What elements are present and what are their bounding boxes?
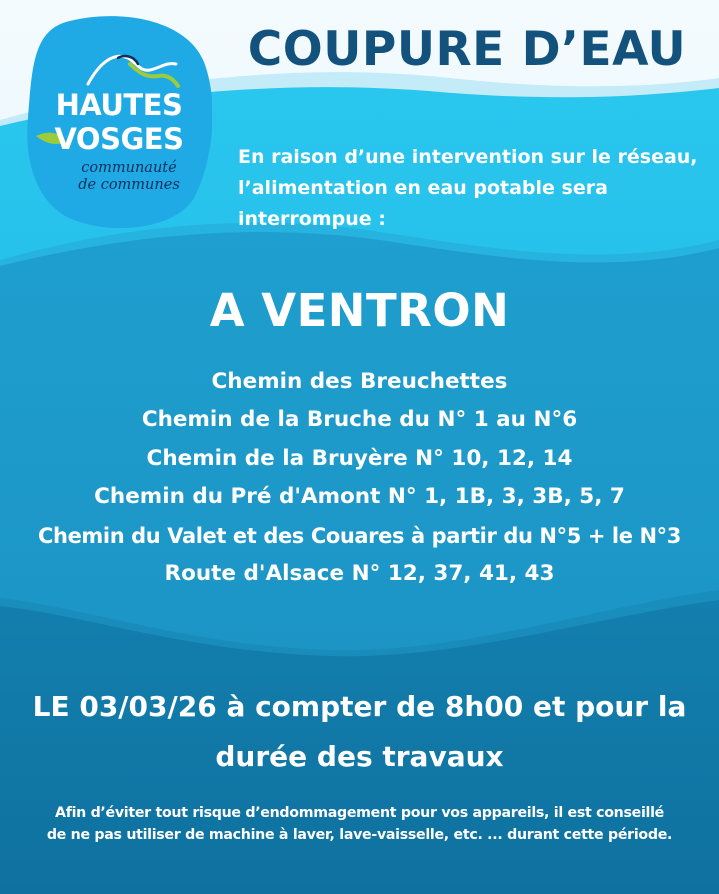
notice-line: Afin d’éviter tout risque d’endommagement pour vos appareils, il est conseillé [55,805,664,821]
street-item: Chemin du Valet et des Couares à partir du N°5 + le N°3 [38,523,681,548]
date-line: LE 03/03/26 à compter de 8h00 et pour la [32,690,687,723]
intro-line: l’alimentation en eau potable sera [238,177,608,199]
logo-line1: HAUTES [55,88,183,122]
logo [26,14,212,232]
street-item: Chemin des Breuchettes [211,369,508,394]
street-list [0,363,719,593]
intro-line: interrompue : [238,208,386,230]
logo-subtitle-2: de communes [78,177,180,193]
intro-text [238,142,708,235]
street-item: Route d'Alsace N° 12, 37, 41, 43 [164,561,555,587]
intro-line: En raison d’une intervention sur le réseau, [238,146,698,168]
advice-notice [0,802,719,846]
street-item: Chemin de la Bruche du N° 1 au N°6 [141,407,578,433]
date-text [0,682,719,782]
street-item: Chemin de la Bruyère N° 10, 12, 14 [146,445,573,471]
street-item: Chemin du Pré d'Amont N° 1, 1B, 3, 3B, 5, 7 [94,484,625,510]
date-line: durée des travaux [215,740,504,773]
location-heading: A VENTRON [209,284,510,337]
logo-subtitle-1: communauté [81,160,177,176]
notice-line: de ne pas utiliser de machine à laver, lave-vaisselle, etc. ... durant cette période. [46,827,673,843]
logo-line2: VOSGES [54,122,184,156]
page-title: COUPURE D’EAU [247,22,687,77]
